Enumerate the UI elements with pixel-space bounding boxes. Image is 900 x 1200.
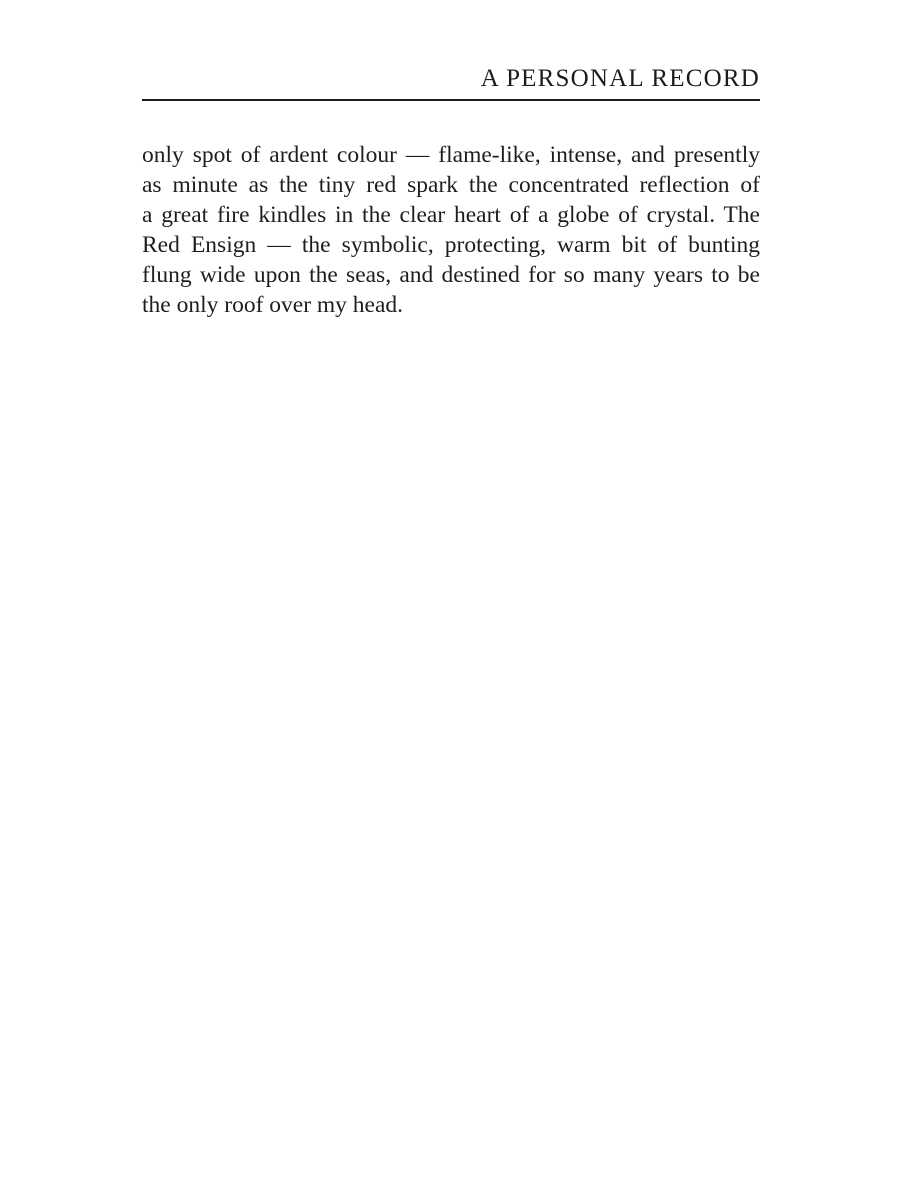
text-line: as minute as the tiny red spark the concentrated reflection of [142,172,760,198]
text-line: Red Ensign — the symbolic, protecting, warm bit of bunting [142,232,760,258]
running-header-title: A PERSONAL RECORD [480,65,760,92]
running-header [142,62,760,102]
text-line: flung wide upon the seas, and destined for so many years to be [142,262,760,288]
header-rule [142,99,760,101]
text-line: a great fire kindles in the clear heart of a globe of crystal. The [142,202,760,228]
text-line: only spot of ardent colour — flame-like, intense, and presently [142,142,760,168]
text-line: the only roof over my head. [142,292,404,318]
body-paragraph [142,140,760,320]
